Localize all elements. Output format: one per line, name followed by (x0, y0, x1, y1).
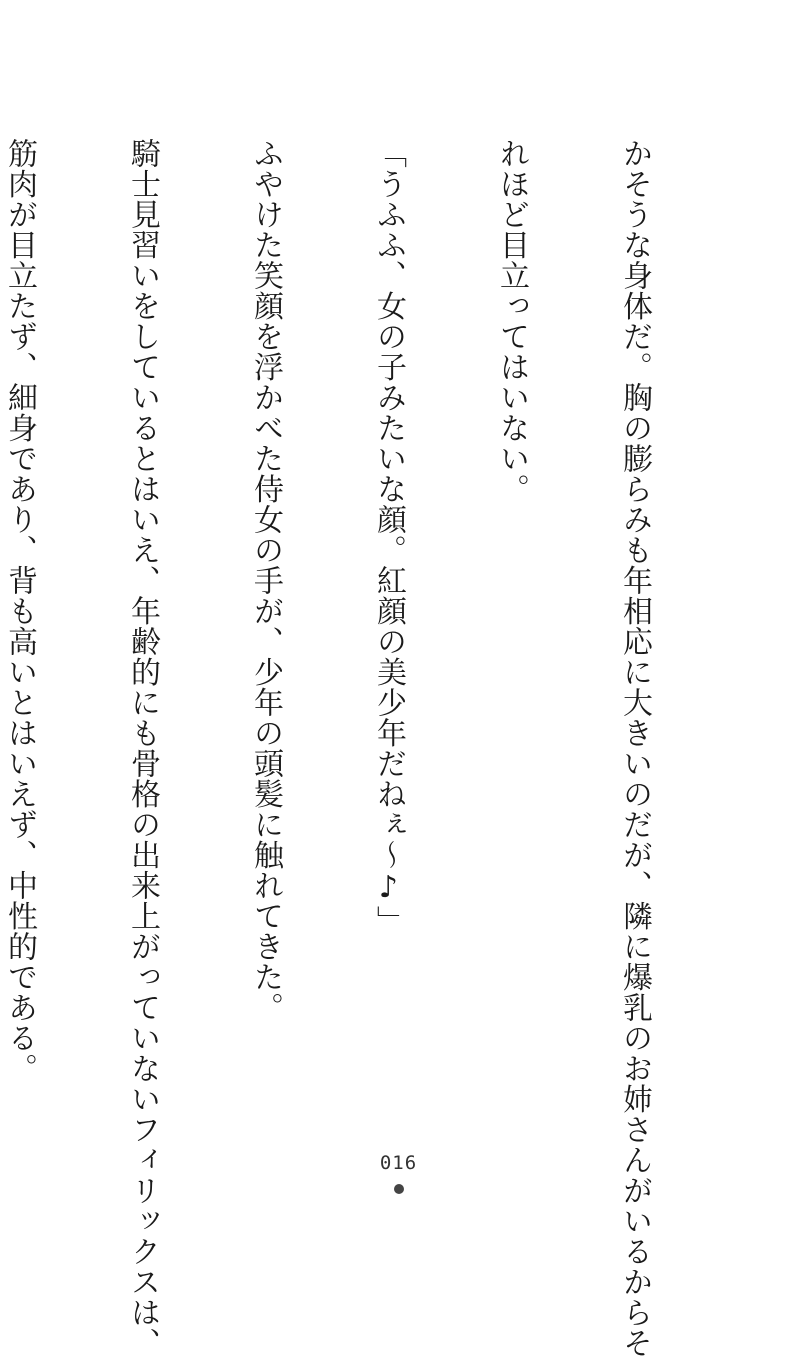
text-line: かそうな身体だ。胸の膨らみも年相応に大きいのだが、隣に爆乳のお姉さんがいるからそ (617, 138, 652, 1358)
text-line: 「うふふ、女の子みたいな顔。紅顔の美少年だねぇ〜♪」 (371, 138, 406, 936)
text-line: 筋肉が目立たず、細身であり、背も高いとはいえず、中性的である。 (2, 138, 37, 1084)
text-line: 騎士見習いをしているとはいえ、年齢的にも骨格の出来上がっていないフィリックスは、 (125, 138, 160, 1358)
page-ornament-dot (394, 1184, 404, 1194)
text-line: ふやけた笑顔を浮かべた侍女の手が、少年の頭髪に触れてきた。 (248, 138, 283, 1023)
page-number: 016 (379, 1152, 418, 1174)
text-line: れほど目立ってはいない。 (494, 138, 529, 504)
